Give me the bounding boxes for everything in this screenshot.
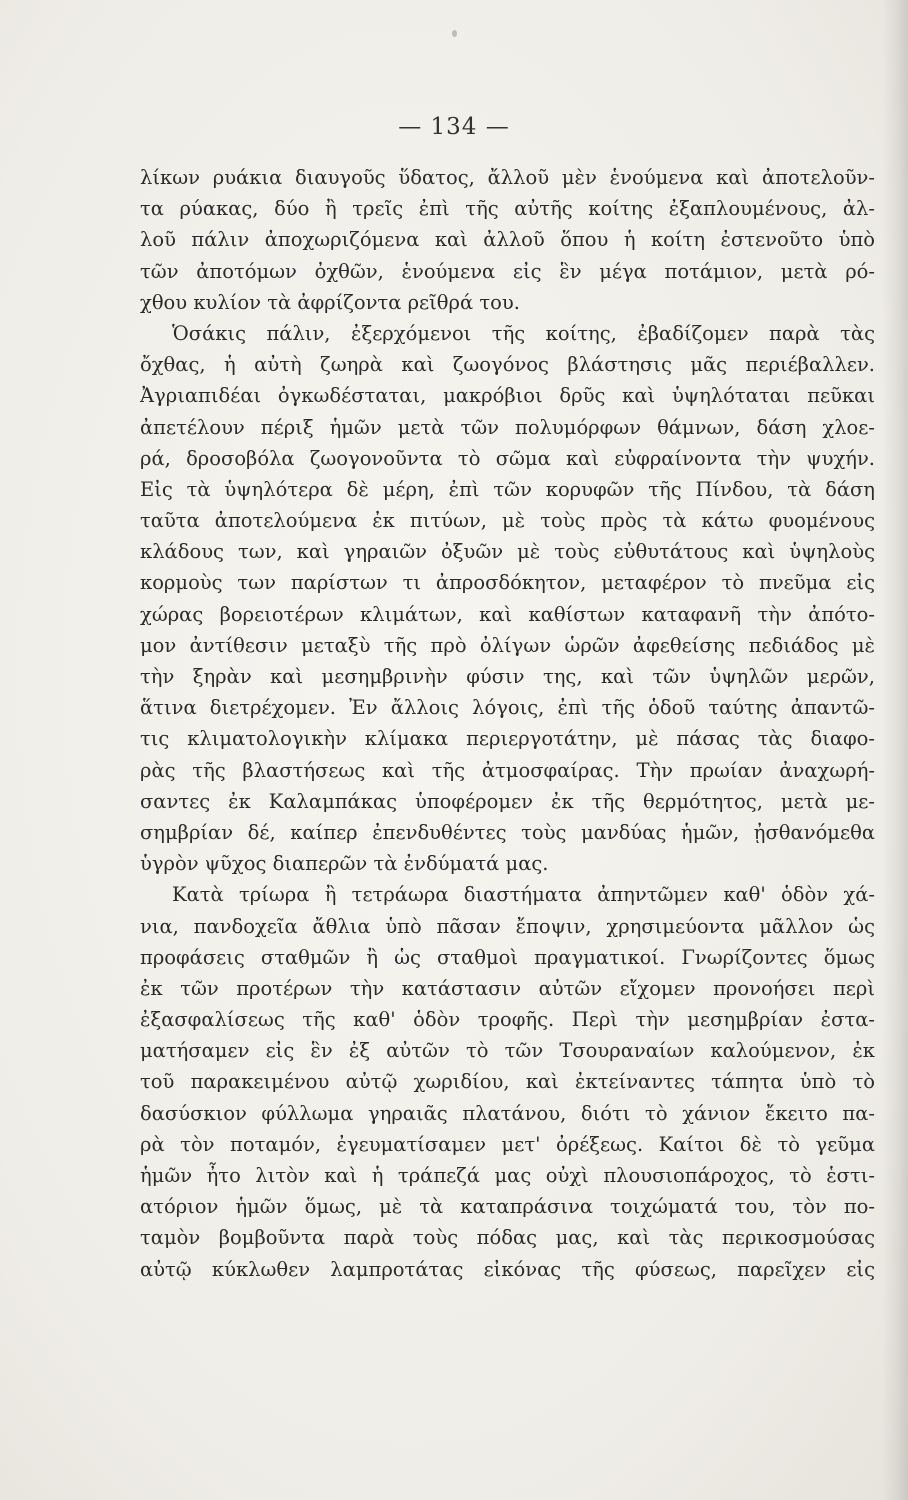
text-line: χθου κυλίον τὰ ἀφρίζοντα ρεῖθρά του. [140,290,520,314]
text-line: προφάσεις σταθμῶν ἢ ὡς σταθμοὶ πραγματικοί. Γνωρίζοντες ὅμως [140,945,875,969]
text-line: τῶν ἀποτόμων ὀχθῶν, ἑνούμενα εἰς ἓν μέγα ποτάμιον, μετὰ ρό- [140,259,875,283]
text-line: λίκων ρυάκια διαυγοῦς ὕδατος, ἄλλοῦ μὲν ἑνούμενα καὶ ἀποτελοῦν- [140,166,875,189]
text-line: ὑγρὸν ψῦχος διαπερῶν τὰ ἐνδύματά μας. [140,852,549,876]
text-line: Κατὰ τρίωρα ἢ τετράωρα διαστήματα ἀπηντῶμεν καθ' ὁδὸν χά- [172,883,875,907]
text-line: μον ἀντίθεσιν μεταξὺ τῆς πρὸ ὀλίγων ὡρῶν ἀφεθείσης πεδιάδος μὲ [140,633,875,657]
text-line: κορμοὺς των παρίστων τι ἀπροσδόκητον, μεταφέρον τὸ πνεῦμα εἰς [140,571,875,595]
text-line: ἅτινα διετρέχομεν. Ἐν ἄλλοις λόγοις, ἐπὶ τῆς ὁδοῦ ταύτης ἀπαντῶ- [140,696,875,720]
text-line: ἡμῶν ἦτο λιτὸν καὶ ἡ τράπεζά μας οὐχὶ πλουσιοπάροχος, τὸ ἑστι- [140,1164,875,1187]
text-line: τὴν ξηρὰν καὶ μεσημβρινὴν φύσιν της, καὶ τῶν ὑψηλῶν μερῶν, [140,665,875,688]
text-line: ρὰς τῆς βλαστήσεως καὶ τῆς ἀτμοσφαίρας. Τὴν πρωίαν ἀναχωρή- [140,758,875,782]
binding-shadow [882,0,908,1500]
text-line: δασύσκιον φύλλωμα γηραιᾶς πλατάνου, διότι τὸ χάνιον ἔκειτο πα- [140,1101,875,1125]
text-line: ρὰ τὸν ποταμόν, ἐγευματίσαμεν μετ' ὀρέξεως. Καίτοι δὲ τὸ γεῦμα [140,1132,875,1156]
text-line: ὄχθας, ἡ αὐτὴ ζωηρὰ καὶ ζωογόνος βλάστησις μᾶς περιέβαλλεν. [140,353,875,377]
text-line: κλάδους των, καὶ γηραιῶν ὀξυῶν μὲ τοὺς εὐθυτάτους καὶ ὑψηλοὺς [140,540,875,564]
text-line: Ἀγριαπιδέαι ὀγκωδέσταται, μακρόβιοι δρῦς καὶ ὑψηλόταται πεῦκαι [140,384,875,408]
text-line: τοῦ παρακειμένου αὐτῷ χωριδίου, καὶ ἐκτείναντες τάπητα ὑπὸ τὸ [140,1070,875,1094]
text-line: ρά, δροσοβόλα ζωογονοῦντα τὸ σῶμα καὶ εὐφραίνοντα τὴν ψυχήν. [140,446,875,470]
page-number: — 134 — [398,114,510,140]
ink-speck [452,30,457,37]
text-line: λοῦ πάλιν ἀποχωριζόμενα καὶ ἀλλοῦ ὅπου ἡ κοίτη ἐστενοῦτο ὑπὸ [140,228,875,252]
text-line: νια, πανδοχεῖα ἄθλια ὑπὸ πᾶσαν ἔποψιν, χρησιμεύοντα μᾶλλον ὡς [140,914,875,938]
body-text [140,162,875,1285]
text-line: αὐτῷ κύκλωθεν λαμπροτάτας εἰκόνας τῆς φύσεως, παρεῖχεν εἰς [140,1257,875,1281]
text-line: χώρας βορειοτέρων κλιμάτων, καὶ καθίστων καταφανῆ τὴν ἀπότο- [140,602,875,626]
text-line: Ὁσάκις πάλιν, ἐξερχόμενοι τῆς κοίτης, ἐβαδίζομεν παρὰ τὰς [172,321,875,345]
text-line: σημβρίαν δέ, καίπερ ἐπενδυθέντες τοὺς μανδύας ἡμῶν, ᾐσθανόμεθα [140,820,875,844]
text-line: ἐξασφαλίσεως τῆς καθ' ὁδὸν τροφῆς. Περὶ τὴν μεσημβρίαν ἐστα- [140,1008,875,1032]
text-line: ματήσαμεν εἰς ἓν ἐξ αὐτῶν τὸ τῶν Τσουραναίων καλούμενον, ἐκ [140,1039,875,1063]
text-line: σαντες ἐκ Καλαμπάκας ὑποφέρομεν ἐκ τῆς θερμότητος, μετὰ με- [140,789,875,813]
text-line: ταμὸν βομβοῦντα παρὰ τοὺς πόδας μας, καὶ τὰς περικοσμούσας [140,1226,875,1250]
text-line: ατόριον ἡμῶν ὅμως, μὲ τὰ καταπράσινα τοιχώματά του, τὸν πο- [140,1195,875,1219]
text-line: ἐκ τῶν προτέρων τὴν κατάστασιν αὐτῶν εἴχομεν προνοήσει περὶ [140,976,875,1000]
text-line: Εἰς τὰ ὑψηλότερα δὲ μέρη, ἐπὶ τῶν κορυφῶν τῆς Πίνδου, τὰ δάση [140,477,875,501]
text-line: τα ρύακας, δύο ἢ τρεῖς ἐπὶ τῆς αὐτῆς κοίτης ἐξαπλουμένους, ἀλ- [140,197,875,221]
text-line: ἀπετέλουν πέριξ ἡμῶν μετὰ τῶν πολυμόρφων θάμνων, δάση χλοε- [140,415,875,439]
text-line: ταῦτα ἀποτελούμενα ἐκ πιτύων, μὲ τοὺς πρὸς τὰ κάτω φυομένους [140,509,875,533]
text-line: τις κλιματολογικὴν κλίμακα περιεργοτάτην, μὲ πάσας τὰς διαφο- [140,727,875,751]
